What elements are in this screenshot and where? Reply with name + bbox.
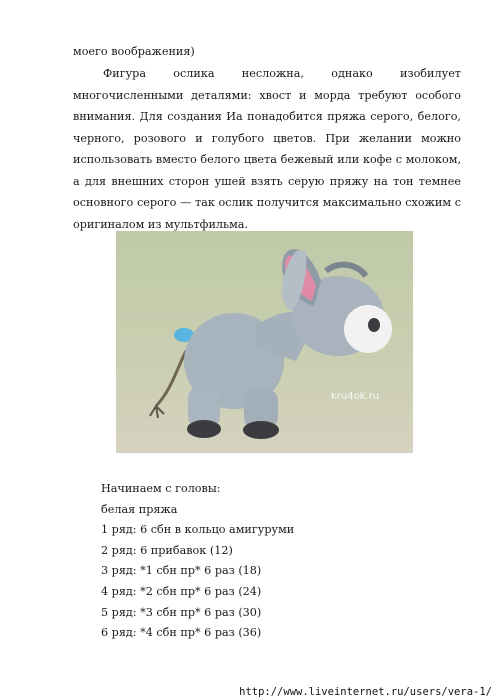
pattern-row: 3 ряд: *1 сбн пр* 6 раз (18) — [101, 564, 262, 578]
pattern-row: 5 ряд: *3 сбн пр* 6 раз (30) — [101, 605, 262, 619]
donkey-muzzle — [344, 305, 392, 353]
pattern-row: 6 ряд: *4 сбн пр* 6 раз (36) — [101, 626, 262, 640]
pattern-list — [101, 479, 401, 644]
hoof-left — [187, 420, 221, 438]
hoof-right — [243, 421, 279, 439]
intro-line: моего воображения) — [73, 45, 195, 58]
pattern-row: 4 ряд: *2 сбн пр* 6 раз (24) — [101, 584, 262, 598]
description-paragraph: Фигура ослика несложна, однако изобилует многочисленными деталями: хвост и морда требуют особого внимания. Для создания Иа понадобится пряжа серого, белого, черного, розового и голубого цветов. При желании можно использовать вместо белого цвета бежевый или кофе с молоком, а для внешних сторон ушей взять серую пряжу на тон темнее основного серого — так ослик получится максимально схожим с оригиналом из мультфильма. — [73, 67, 461, 231]
pattern-yarn: белая пряжа — [101, 502, 178, 516]
donkey-illustration — [116, 231, 413, 453]
pattern-heading: Начинаем с головы: — [101, 482, 221, 495]
pattern-row: 2 ряд: 6 прибавок (12) — [101, 543, 233, 557]
donkey-nostril — [368, 318, 380, 332]
pattern-row: 1 ряд: 6 сбн в кольцо амигуруми — [101, 523, 295, 537]
photo-watermark: kru4ok.ru — [331, 391, 380, 402]
donkey-photo — [116, 231, 413, 453]
footer-url-link[interactable]: http://www.liveinternet.ru/users/vera-1/ — [239, 686, 492, 698]
